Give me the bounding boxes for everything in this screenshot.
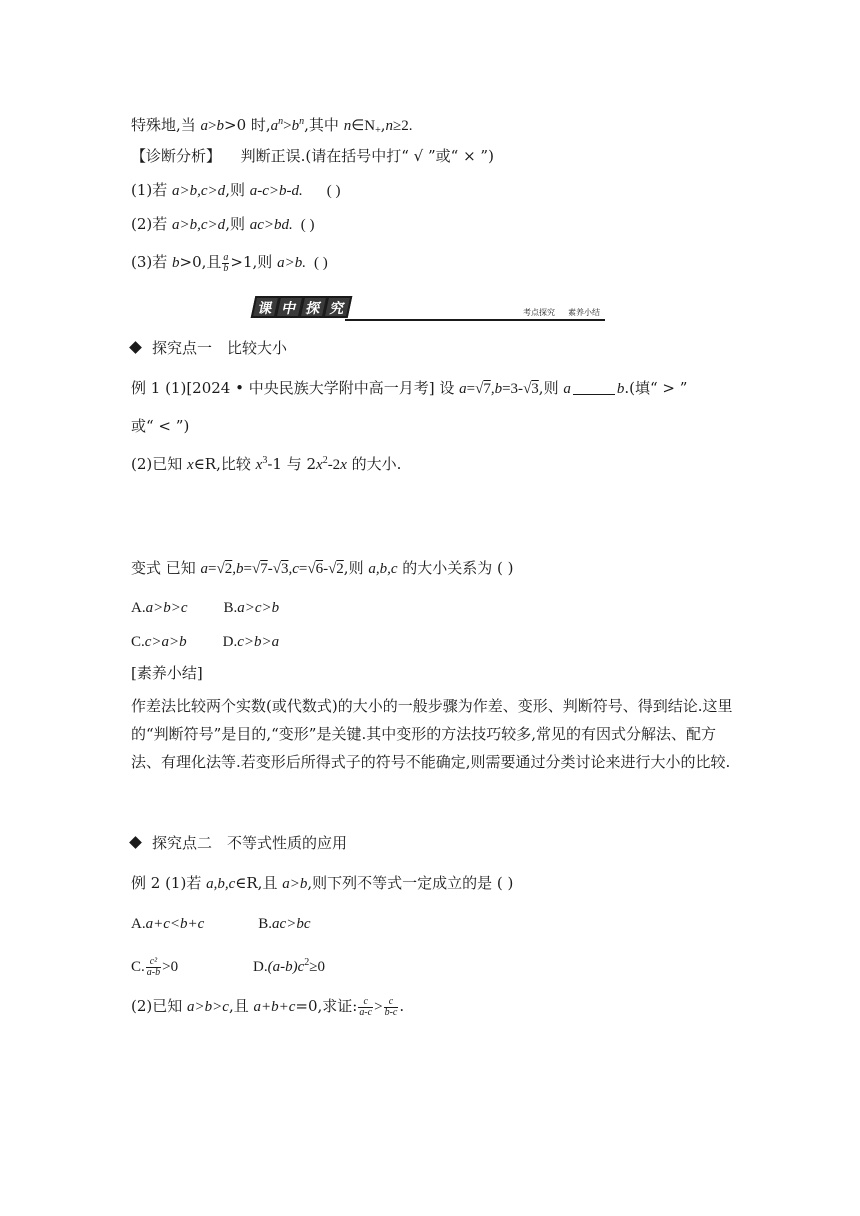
sqrt-3: √3 bbox=[272, 561, 289, 577]
example-2-options-row-2 bbox=[131, 953, 325, 978]
fraction-c-over-a-minus-c: $\frac{c}{a-c}$ bbox=[359, 995, 373, 1018]
banner-glyph: 究 bbox=[323, 296, 353, 318]
answer-parens[interactable]: ( ) bbox=[300, 217, 315, 233]
fill-blank[interactable] bbox=[573, 380, 615, 395]
sqrt-2: √2 bbox=[216, 561, 233, 577]
banner-glyph: 探 bbox=[299, 296, 329, 318]
option-d[interactable]: $D.(a-b)c^2\ge 0$ bbox=[253, 957, 325, 975]
diamond-icon bbox=[129, 836, 142, 849]
summary-title: [素养小结] bbox=[131, 664, 203, 682]
option-c[interactable]: C.c>a>b bbox=[131, 634, 187, 650]
fraction-c-over-b-minus-c: $\frac{c}{b-c}$ bbox=[384, 995, 398, 1018]
example-2-question: 例 2 (1)若 a,b,c∈R,且 a>b,则下列不等式一定成立的是 ( ) bbox=[131, 874, 514, 892]
special-case-line: 特殊地,当 a>b>0 时$,a^n>b^n$,其中 $n\in N_+,n\ge 2$. bbox=[131, 116, 413, 136]
option-a[interactable]: A.a+c<b+c bbox=[131, 916, 205, 932]
example-2-part-2: (2)已知 a>b>c,且 a+b+c=0,求证: $\frac{c}{a-c}$ > $\frac{c}{b-c}$ . bbox=[131, 995, 405, 1018]
sqrt-6: √6 bbox=[307, 561, 324, 577]
diagnosis-item-1: (1)若 a>b,c>d,则 a-c>b-d. ( ) bbox=[131, 181, 341, 199]
banner-glyph: 中 bbox=[275, 296, 305, 318]
summary-text: 作差法比较两个实数(或代数式)的大小的一般步骤为作差、变形、判断符号、得到结论.这里的“判断符号”是目的,“变形”是关键.其中变形的方法技巧较多,常见的有因式分解法、配方法、有理化法等.若变形后所得式子的符号不能确定,则需要通过分类讨论来进行大小的比较. bbox=[131, 697, 733, 771]
diagnosis-item-3: (3)若 b>0,且 $\frac{a}{b}$ >1,则 a>b. ( ) bbox=[131, 251, 328, 274]
diagnosis-instruction: 判断正误.(请在括号中打“ √ ”或“ × ”) bbox=[240, 147, 494, 165]
diagnosis-item-2: (2)若 a>b,c>d,则 ac>bd. ( ) bbox=[131, 215, 315, 233]
fraction-a-over-b: $\frac{a}{b}$ bbox=[223, 251, 229, 274]
section-title-2: 探究点二 不等式性质的应用 bbox=[131, 833, 347, 853]
option-a[interactable]: A.a>b>c bbox=[131, 600, 188, 616]
diagnosis-header: 【诊断分析】 bbox=[131, 147, 222, 165]
option-c[interactable]: C. $\frac{\text{c²}}{a-b}$ >0 bbox=[131, 955, 179, 978]
diagnosis-header-line bbox=[131, 146, 494, 166]
diamond-icon bbox=[129, 341, 142, 354]
banner-tag: 素养小结 bbox=[568, 308, 600, 317]
banner-glyph: 课 bbox=[251, 296, 281, 318]
example-1-part-2: (2)已知 x∈R,比较 $x^3-1$ 与 $2x^2-2x$ 的大小. bbox=[131, 455, 402, 473]
sqrt-7: √7 bbox=[475, 381, 491, 397]
variant-options-row-1 bbox=[131, 597, 279, 618]
section-title-1: 探究点一 比较大小 bbox=[131, 338, 287, 358]
answer-parens[interactable]: ( ) bbox=[326, 183, 341, 199]
variant-question: 变式 已知 a=√2,b=√7-√3,c=√6-√2,则 a,b,c 的大小关系为 ( ) bbox=[131, 559, 514, 577]
sqrt-7: √7 bbox=[251, 561, 268, 577]
sqrt-3: √3 bbox=[523, 381, 539, 397]
section-banner bbox=[253, 296, 605, 322]
example-1-line-1: 例 1 (1)[2024 • 中央民族大学附中高一月考] 设 a=√7,b=3-√3,则 a b.(填“ > ” bbox=[131, 379, 688, 397]
answer-parens[interactable]: ( ) bbox=[313, 255, 328, 271]
banner-tag: 考点探究 bbox=[523, 308, 555, 317]
banner-rule bbox=[345, 319, 605, 321]
option-d[interactable]: D.c>b>a bbox=[222, 634, 280, 650]
example-2-options-row-1 bbox=[131, 913, 310, 934]
option-b[interactable]: B.ac>bc bbox=[258, 916, 311, 932]
sqrt-2: √2 bbox=[328, 561, 344, 577]
variant-options-row-2 bbox=[131, 631, 279, 652]
option-b[interactable]: B.a>c>b bbox=[223, 600, 280, 616]
example-1-line-2: 或“ < ”) bbox=[131, 417, 190, 435]
